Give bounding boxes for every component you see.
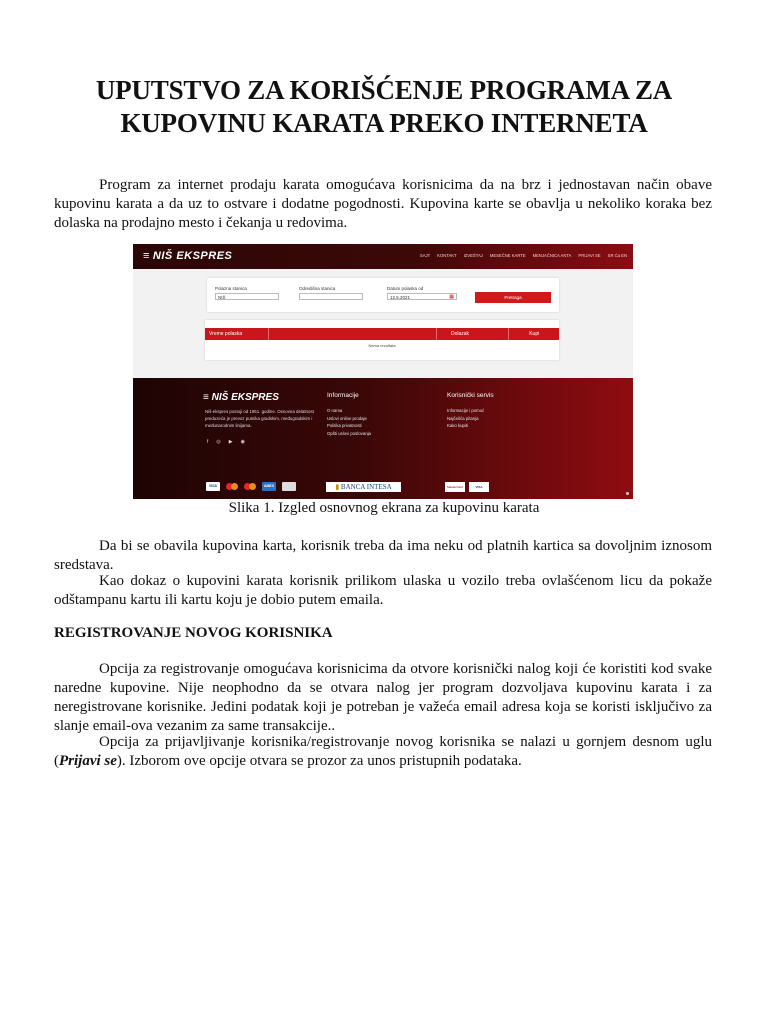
from-label: Polazna stanica [215,286,247,291]
website-screenshot-figure [133,244,633,499]
date-label: Datum polaska od [387,286,424,291]
service-links [447,407,484,430]
results-header [205,328,559,340]
login-text-after: ). Izborom ove opcije otvara se prozor za unos pristupnih podataka. [116,753,522,769]
registration-paragraph: Opcija za registrovanje omogućava korisnicima da otvore korisnički nalog koji će koristiti kod svake naredne kupovine. Nije neophodno da se otvara nalog jer program dozvoljava kupovinu karata i za neregistrovane korisnike. Jedini podatak koji je potreban je važeća email adresa koja se koristi isključivo za slanje email-ova vezanim za same transakcije.. [54,661,712,734]
search-button[interactable]: Pretraga [475,292,551,303]
results-empty-message: Nema rezultata [368,343,396,348]
info-link-uslovi[interactable]: Uslovi online prodaje [327,415,367,421]
date-value: 12.5.2021 [390,295,411,300]
login-paragraph [54,733,712,771]
info-link-privatnost[interactable]: Politika privatnosti [327,423,362,428]
info-title: Informacije [327,392,359,399]
login-text-before: Opcija za prijavljivanje korisnika/registrovanje novog korisnika se nalazi u gornjem desnom uglu ( [54,734,712,769]
amex-card-icon: AMEX [262,482,276,491]
to-label: Odredišna stanica [299,286,336,291]
scroll-top-icon[interactable] [626,492,629,495]
footer-logo-text: NIŠ EKSPRES [211,392,279,403]
info-links [327,407,371,437]
viber-icon[interactable]: ◉ [240,439,245,445]
site-logo[interactable] [143,250,232,262]
proof-paragraph: Kao dokaz o kupovini karata korisnik prilikom ulaska u vozilo treba ovlašćenom licu da pokaže odštampanu kartu ili kartu koju je dobio putem emaila. [54,573,712,608]
logo-text: NIŠ EKSPRES [152,250,233,262]
maestro-card-icon [226,482,238,491]
facebook-icon[interactable]: f [207,439,209,445]
from-input[interactable]: NIŠ [215,293,279,300]
youtube-icon[interactable]: ▶ [228,439,233,445]
mastercard-securecode-icon: MasterCard [445,482,465,492]
document-title [60,74,708,140]
payment-paragraph: Da bi se obavila kupovina karta, korisnik treba da ima neku od platnih kartica sa dovoljnim iznosom sredstava. [54,538,712,573]
section-heading: REGISTROVANJE NOVOG KORISNIKA [54,625,333,641]
menu-item-mesecne-karte[interactable]: MESEČNE KARTE [489,253,526,258]
to-input[interactable] [299,293,363,300]
title-line-1: UPUTSTVO ZA KORIŠĆENJE PROGRAMA ZA [95,75,673,105]
bank-logo: ▮ BANCA INTESA [326,482,401,492]
footer-description: Niš-ekspres postoji od 1951. godine. Osnovna delatnost preduzeća je prevoz putnika gradskim, međugradskim i međunarodnim linijama. [205,409,314,428]
menu-item-language[interactable]: SR Ćа EN [607,253,627,258]
menu-item-sajt[interactable]: SAJT [419,253,431,258]
date-field [387,286,457,300]
secure-badges [445,482,489,492]
results-table [205,320,559,360]
col-route [268,328,436,340]
service-link-pitanja[interactable]: Najčešća pitanja [447,415,479,421]
menu-item-kontakt[interactable]: KONTAKT [437,253,457,258]
site-menu [420,253,627,258]
mastercard-icon [244,482,256,491]
menu-item-prijavi-se[interactable]: PRIJAVI SE [578,253,601,258]
dina-card-icon [282,482,296,491]
col-arrival: Dolazak [436,328,508,340]
bank-name: BANCA INTESA [340,483,392,491]
from-field [215,286,279,300]
menu-item-izvestaj[interactable]: IZVEŠTAJ [463,253,483,258]
visa-card-icon: VISA [206,482,220,491]
social-links [207,439,245,445]
col-departure: Vreme polaska [209,331,243,337]
date-input[interactable] [387,293,457,300]
instagram-icon[interactable]: ◎ [216,439,221,445]
verified-by-visa-icon: VISA [469,482,489,492]
to-field [299,286,363,300]
login-emphasis: Prijavi se [59,753,117,769]
title-line-2: KUPOVINU KARATA PREKO INTERNETA [120,108,648,138]
service-title: Korisnički servis [447,392,494,399]
site-navbar [133,244,633,269]
service-link-informacije[interactable]: Informacije i pomoć [447,408,485,413]
info-link-o-nama[interactable]: O nama [327,408,343,413]
intro-paragraph: Program za internet prodaju karata omogućava korisnicima da na brz i jednostavan način obave kupovinu karata a da uz to ostvare i dodatne pogodnosti. Kupovina karte se obavlja u nekoliko koraka bez dolaska na prodajno mesto i čekanja u redovima. [54,177,712,231]
service-link-kako-kupiti[interactable]: Kako kupiti [447,423,469,428]
menu-item-menjacnica[interactable]: MENJAČNICA ANTA [532,253,572,258]
payment-cards [206,482,296,491]
info-link-opsti-uslovi[interactable]: Opšti uslovi poslovanja [327,430,371,436]
col-buy: Kupi [508,328,559,340]
figure-caption: Slika 1. Izgled osnovnog ekrana za kupovinu karata [228,500,540,516]
site-footer [133,378,633,499]
logo-mark-icon: ≡ [143,250,150,262]
footer-logo: ≡ NIŠ EKSPRES [203,392,279,403]
calendar-icon[interactable]: ▦ [449,294,454,300]
